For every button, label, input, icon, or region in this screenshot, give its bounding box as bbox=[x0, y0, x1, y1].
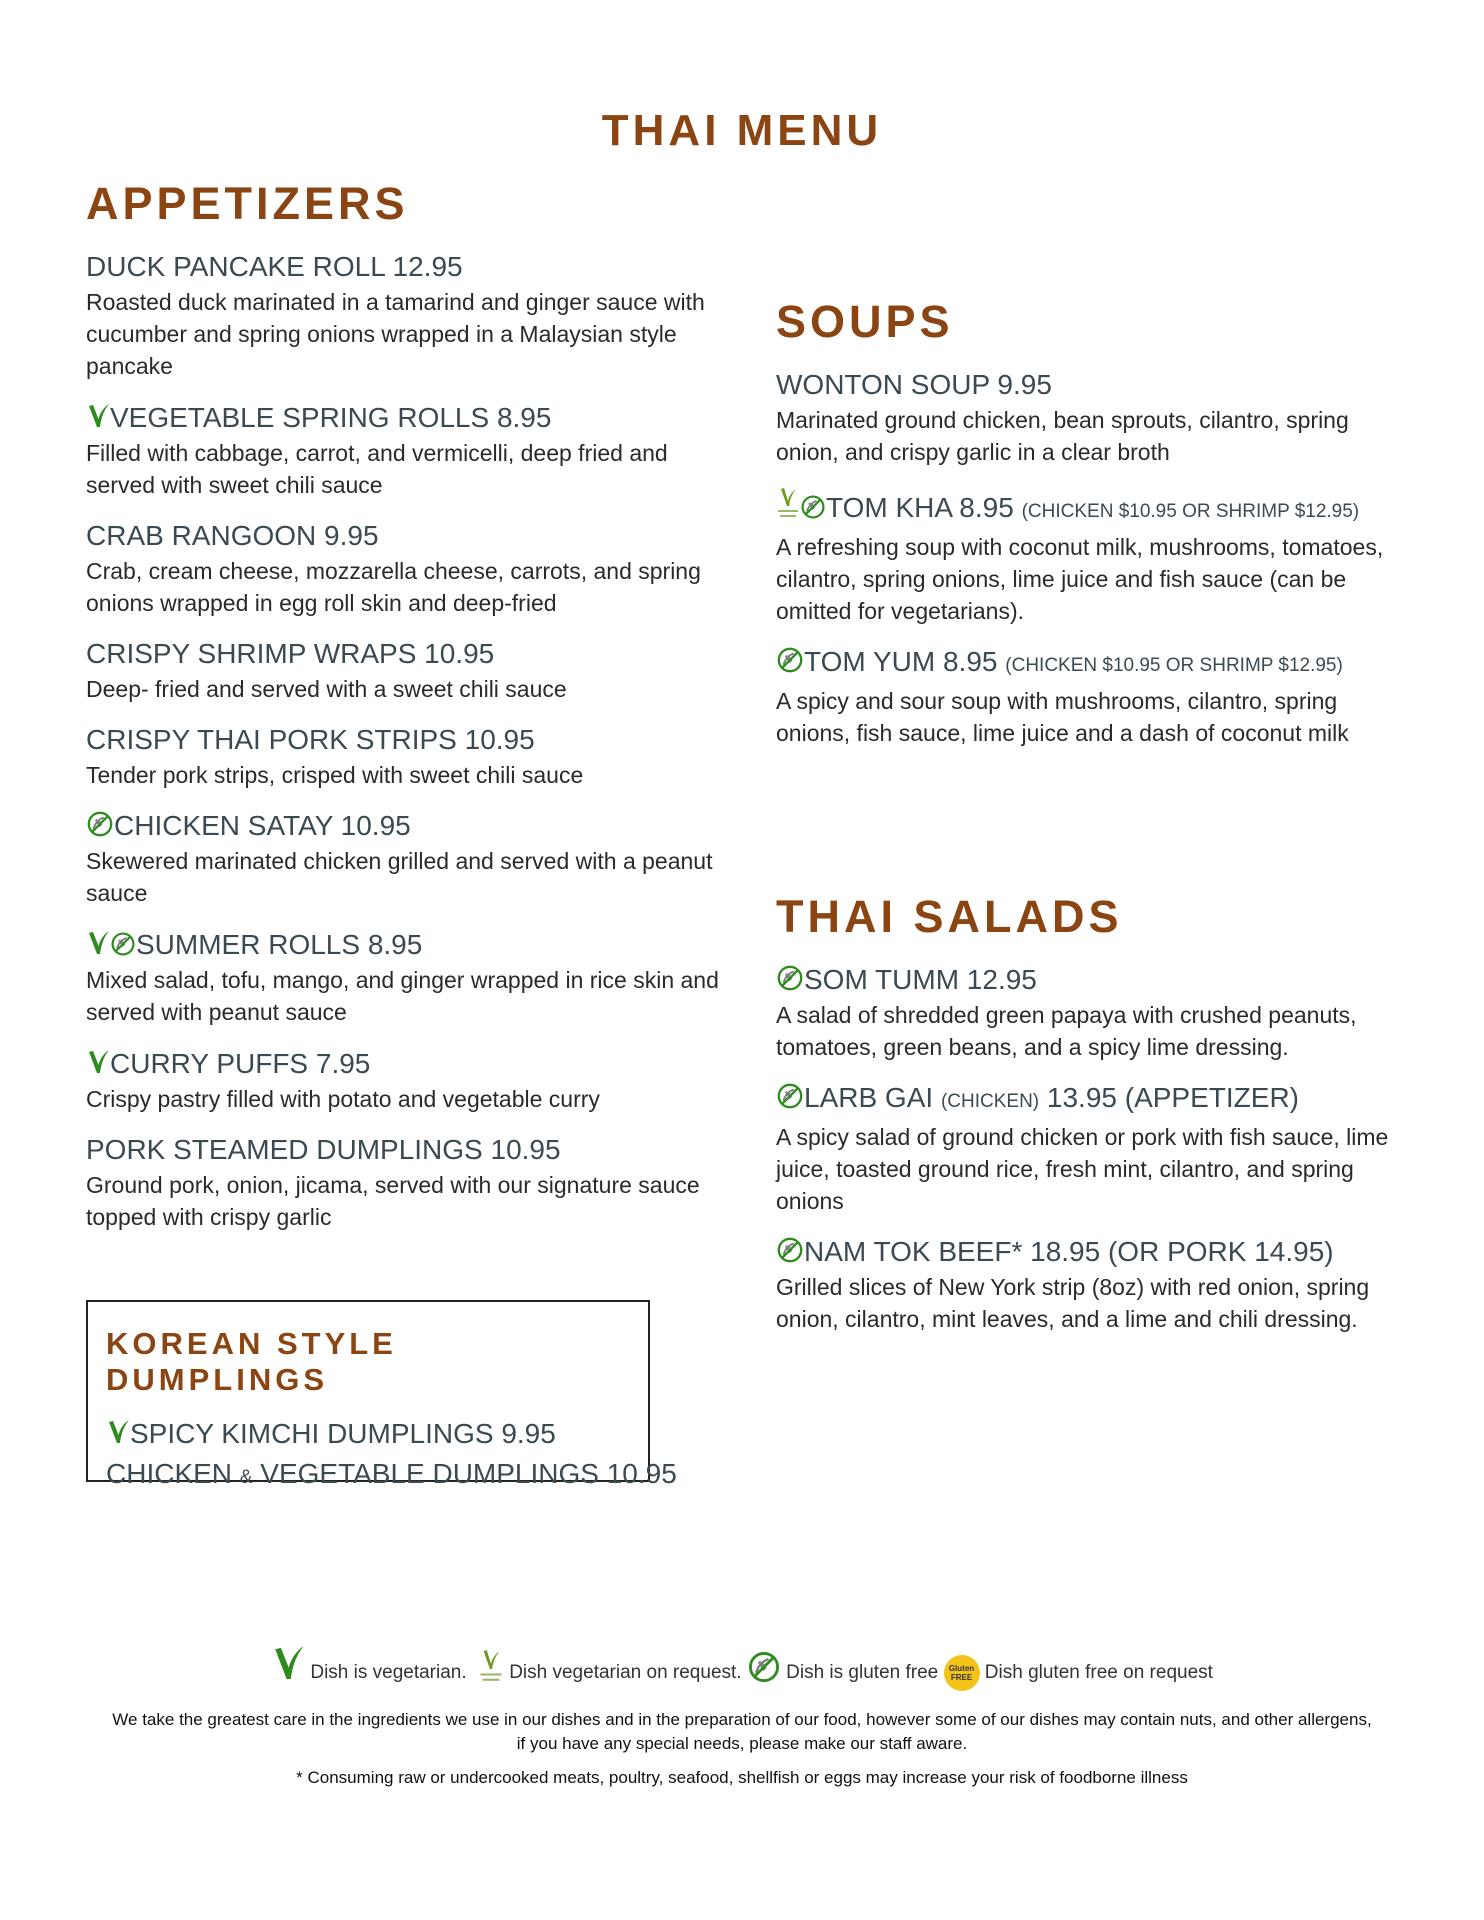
item-desc: Tender pork strips, crisped with sweet chili sauce bbox=[86, 762, 584, 788]
item-protein: (CHICKEN) bbox=[940, 1091, 1040, 1112]
soups-title: SOUPS bbox=[776, 296, 954, 347]
item-desc: Crab, cream cheese, mozzarella cheese, carrots, and spring onions wrapped in egg roll skin and deep-fried bbox=[86, 558, 701, 616]
item-desc: Grilled slices of New York strip (8oz) with red onion, spring onion, cilantro, mint leaves, and a lime and chili dressing. bbox=[776, 1274, 1370, 1332]
menu-item bbox=[86, 1046, 726, 1115]
legend-veg-on-request: Dish vegetarian on request. bbox=[509, 1662, 742, 1683]
item-desc: A refreshing soup with coconut milk, mushrooms, tomatoes, cilantro, spring onions, lime juice and fish sauce (can be omitted for vegetarians). bbox=[776, 534, 1384, 624]
menu-item bbox=[86, 1133, 726, 1233]
gluten-free-icon bbox=[800, 494, 826, 520]
item-desc: Ground pork, onion, jicama, served with our signature sauce topped with crispy garlic bbox=[86, 1172, 700, 1230]
appetizers-section bbox=[86, 178, 726, 1251]
item-name: CRAB RANGOON 9.95 bbox=[86, 520, 379, 551]
item-desc: A salad of shredded green papaya with crushed peanuts, tomatoes, green beans, and a spicy lime dressing. bbox=[776, 1002, 1357, 1060]
korean-dumplings-box bbox=[86, 1300, 677, 1489]
item-name: SUMMER ROLLS 8.95 bbox=[136, 929, 423, 960]
gluten-free-icon bbox=[86, 810, 114, 838]
item-desc: Marinated ground chicken, bean sprouts, cilantro, spring onion, and crispy garlic in a clear broth bbox=[776, 407, 1349, 465]
item-desc: A spicy salad of ground chicken or pork with fish sauce, lime juice, toasted ground rice, fresh mint, cilantro, and spring onions bbox=[776, 1124, 1389, 1214]
item-name: CHICKEN bbox=[106, 1458, 233, 1489]
item-name: CHICKEN SATAY 10.95 bbox=[114, 810, 411, 841]
vegetarian-icon bbox=[86, 1046, 110, 1076]
soups-section bbox=[776, 296, 1416, 1353]
gluten-free-icon bbox=[776, 1236, 804, 1264]
item-desc: Filled with cabbage, carrot, and vermicelli, deep fried and served with sweet chili sauce bbox=[86, 440, 668, 498]
item-name: CRISPY SHRIMP WRAPS 10.95 bbox=[86, 638, 495, 669]
appetizers-title: APPETIZERS bbox=[86, 178, 409, 229]
salads-title: THAI SALADS bbox=[776, 891, 1123, 942]
item-name: PORK STEAMED DUMPLINGS 10.95 bbox=[86, 1134, 561, 1165]
korean-title: KOREAN STYLE DUMPLINGS bbox=[106, 1326, 397, 1397]
menu-item bbox=[86, 927, 726, 1028]
item-name: SPICY KIMCHI DUMPLINGS 9.95 bbox=[130, 1418, 556, 1449]
vegetarian-on-request-icon bbox=[776, 486, 800, 520]
item-desc: Skewered marinated chicken grilled and served with a peanut sauce bbox=[86, 848, 713, 906]
allergen-notice: We take the greatest care in the ingredients we use in our dishes and in the preparation of our food, however some of our dishes may contain nuts, and other allergens, if you have any special needs, please make our staff aware. bbox=[112, 1710, 1372, 1753]
item-name: VEGETABLE DUMPLINGS 10.95 bbox=[260, 1458, 677, 1489]
vegetarian-icon bbox=[86, 927, 110, 957]
item-desc: Mixed salad, tofu, mango, and ginger wrapped in rice skin and served with peanut sauce bbox=[86, 967, 719, 1025]
menu-item bbox=[776, 486, 1416, 627]
item-price-options: (CHICKEN $10.95 OR SHRIMP $12.95) bbox=[1005, 655, 1343, 676]
menu-item bbox=[776, 1235, 1416, 1335]
item-name: CRISPY THAI PORK STRIPS 10.95 bbox=[86, 724, 535, 755]
gluten-free-icon bbox=[747, 1650, 781, 1684]
item-name: DUCK PANCAKE ROLL 12.95 bbox=[86, 251, 463, 282]
item-name: WONTON SOUP 9.95 bbox=[776, 369, 1052, 400]
item-name: NAM TOK BEEF* 18.95 (OR PORK 14.95) bbox=[804, 1236, 1334, 1267]
item-name: VEGETABLE SPRING ROLLS 8.95 bbox=[110, 402, 552, 433]
item-price-options: (CHICKEN $10.95 OR SHRIMP $12.95) bbox=[1021, 501, 1360, 522]
legend-vegetarian: Dish is vegetarian. bbox=[310, 1662, 467, 1683]
item-desc: Roasted duck marinated in a tamarind and ginger sauce with cucumber and spring onions wrapped in a Malaysian style pancake bbox=[86, 289, 705, 379]
gluten-free-badge-icon: Gluten FREE bbox=[944, 1655, 980, 1691]
vegetarian-icon bbox=[106, 1416, 130, 1446]
item-name: TOM KHA 8.95 bbox=[826, 492, 1014, 523]
vegetarian-on-request-icon bbox=[478, 1648, 504, 1684]
item-price: 13.95 (APPETIZER) bbox=[1046, 1082, 1299, 1113]
legend-gluten-free: Dish is gluten free bbox=[786, 1662, 939, 1683]
ampersand: & bbox=[239, 1467, 253, 1488]
legend bbox=[0, 1640, 1484, 1691]
menu-item bbox=[86, 723, 726, 791]
menu-item bbox=[86, 519, 726, 619]
menu-item bbox=[86, 637, 726, 705]
legend-gf-on-request: Dish gluten free on request bbox=[984, 1662, 1213, 1683]
menu-item bbox=[86, 400, 726, 501]
raw-food-warning: * Consuming raw or undercooked meats, poultry, seafood, shellfish or eggs may increase your risk of foodborne illness bbox=[296, 1768, 1188, 1787]
vegetarian-icon bbox=[86, 400, 110, 430]
menu-item bbox=[776, 963, 1416, 1063]
item-desc: Deep- fried and served with a sweet chili sauce bbox=[86, 676, 567, 702]
vegetarian-icon bbox=[271, 1640, 305, 1684]
item-name: TOM YUM 8.95 bbox=[804, 646, 998, 677]
item-name: SOM TUMM 12.95 bbox=[804, 964, 1037, 995]
gluten-free-icon bbox=[776, 646, 804, 674]
gluten-free-icon bbox=[776, 1082, 804, 1110]
menu-item bbox=[776, 645, 1416, 749]
item-desc: Crispy pastry filled with potato and vegetable curry bbox=[86, 1086, 600, 1112]
page-title: THAI MENU bbox=[601, 106, 883, 155]
menu-item bbox=[86, 809, 726, 909]
menu-item bbox=[86, 250, 726, 382]
item-desc: A spicy and sour soup with mushrooms, cilantro, spring onions, fish sauce, lime juice and a dash of coconut milk bbox=[776, 688, 1349, 746]
gluten-free-icon bbox=[776, 964, 804, 992]
item-name: CURRY PUFFS 7.95 bbox=[110, 1048, 371, 1079]
menu-item bbox=[776, 1081, 1416, 1217]
gluten-free-icon bbox=[110, 931, 136, 957]
item-name: LARB GAI bbox=[804, 1082, 934, 1113]
menu-item bbox=[776, 368, 1416, 468]
